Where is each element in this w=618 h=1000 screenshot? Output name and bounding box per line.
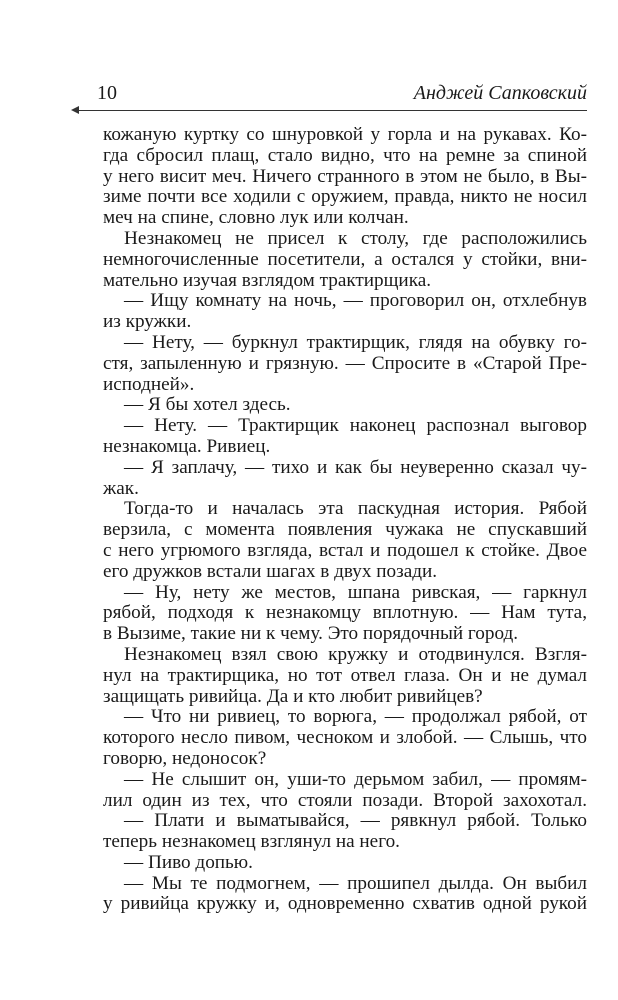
text-line: жак. — [103, 477, 139, 499]
text-line: Незнакомец взял свою кружку и отодвинулся. Взгля- — [124, 644, 587, 665]
text-line: кожаную куртку со шнуровкой у горла и на рукавах. Ко- — [103, 125, 587, 145]
running-header-author: Анджей Сапковский — [413, 82, 587, 104]
text-line: лил один из тех, что стояли позади. Второй захохотал. — [103, 790, 587, 811]
text-line: — Пиво допью. — [124, 851, 253, 873]
text-line: — Нету. — Трактирщик наконец распознал выговор — [124, 416, 587, 437]
text-line: защищать ривийца. Да и кто любит ривийцев? — [103, 685, 483, 707]
text-line: с него угрюмого взгляда, встал и подошел к стойке. Двое — [103, 540, 587, 561]
text-line: — Плати и выматывайся, — рявкнул рябой. Только — [124, 811, 587, 832]
text-line: — Я заплачу, — тихо и как бы неуверенно сказал чу- — [124, 457, 587, 478]
text-line: — Что ни ривиец, то ворюга, — продолжал рябой, от — [124, 707, 587, 728]
text-line: гда сбросил плащ, стало видно, что на ремне за спиной — [103, 145, 587, 166]
text-line: рябой, подходя к незнакомцу вплотную. — Нам тута, — [103, 603, 587, 624]
text-line: в Вызиме, такие ни к чему. Это порядочный город. — [103, 623, 519, 645]
text-line: верзила, с момента появления чужака не спускавший — [103, 520, 587, 541]
text-line: его дружков встали шагах в двух позади. — [103, 560, 438, 582]
text-line: зиме почти все ходили с оружием, правда, никто не носил — [103, 187, 587, 208]
text-line: немногочисленные посетители, а остался у стойки, вни- — [103, 249, 587, 270]
text-line: — Мы те подмогнем, — прошипел дылда. Он выбил — [124, 873, 587, 894]
body-text — [103, 125, 587, 915]
text-line: мательно изучая взглядом трактирщика. — [103, 269, 432, 291]
text-line: Незнакомец не присел к столу, где расположились — [124, 228, 587, 249]
page-number: 10 — [97, 82, 117, 104]
text-line: стя, запыленную и грязную. — Спросите в «Старой Пре- — [103, 353, 587, 374]
text-line: незнакомца. Ривиец. — [103, 435, 271, 457]
text-line: нул на трактирщика, но тот отвел глаза. Он и не думал — [103, 665, 587, 686]
text-line: у ривийца кружку и, одновременно схватив одной рукой — [103, 894, 587, 915]
text-line: — Я бы хотел здесь. — [124, 394, 291, 416]
text-line: исподней». — [103, 373, 195, 395]
text-line: меч на спине, словно лук или колчан. — [103, 207, 409, 229]
text-line: Тогда-то и началась эта паскудная история. Рябой — [124, 499, 587, 520]
text-line: — Нету, — буркнул трактирщик, глядя на обувку го- — [124, 332, 587, 353]
header-rule — [78, 110, 587, 111]
text-line: теперь незнакомец взглянул на него. — [103, 831, 400, 853]
text-line: — Ищу комнату на ночь, — проговорил он, отхлебнув — [124, 291, 587, 312]
text-line: говорю, недоносок? — [103, 747, 267, 769]
text-line: у него висит меч. Ничего странного в этом не было, в Вы- — [103, 166, 587, 187]
text-line: — Ну, нету же местов, шпана ривская, — гаркнул — [124, 582, 587, 603]
text-line: которого несло пивом, чесноком и злобой. — Слышь, что — [103, 728, 587, 749]
text-line: из кружки. — [103, 311, 192, 333]
text-line: — Не слышит он, уши-то дерьмом забил, — промям- — [124, 769, 587, 790]
